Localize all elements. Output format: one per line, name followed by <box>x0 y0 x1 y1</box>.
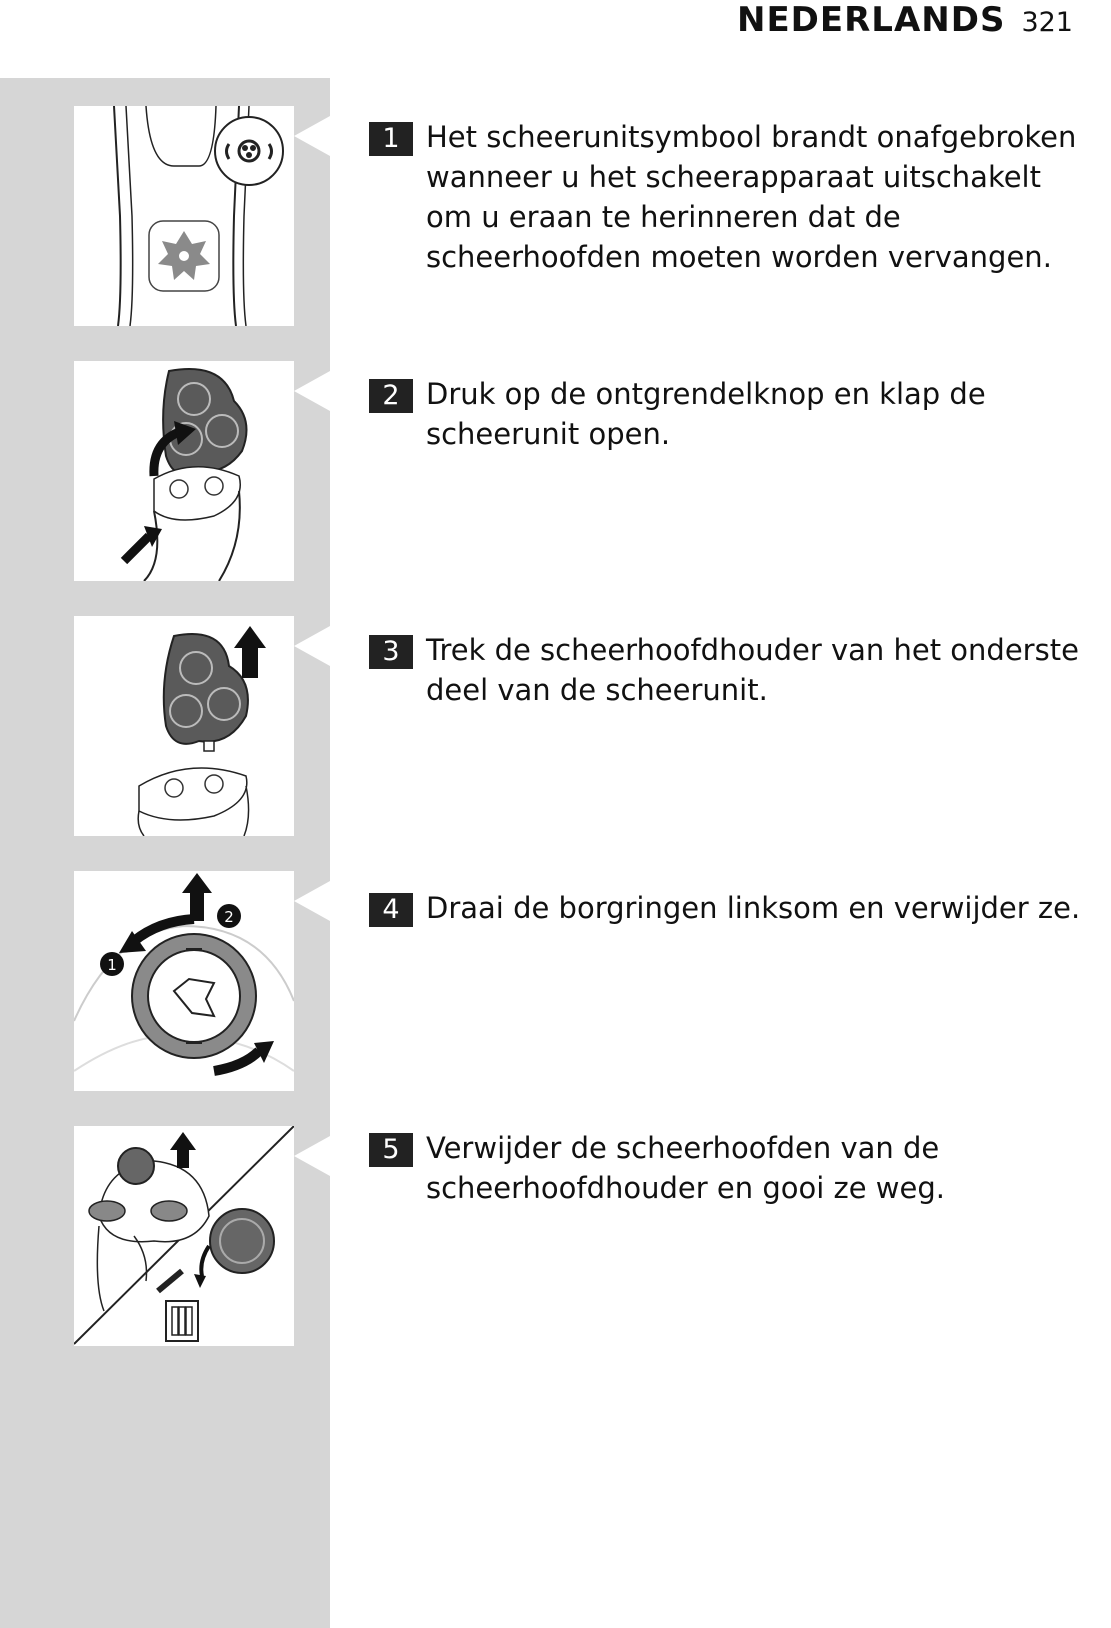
discard-heads-illustration <box>74 1126 294 1346</box>
turn-rings-illustration <box>74 871 294 1091</box>
figure-pointer <box>294 1136 330 1176</box>
language-title: NEDERLANDS <box>737 0 1006 40</box>
page-header <box>737 0 1073 40</box>
figure-open-unit <box>74 361 294 581</box>
figure-pointer <box>294 626 330 666</box>
step-4 <box>369 888 1089 928</box>
figure-turn-rings <box>74 871 294 1091</box>
figure-pointer <box>294 371 330 411</box>
step-marker-2: 2 <box>224 908 234 926</box>
step-marker-1: 1 <box>107 956 117 974</box>
step-5 <box>369 1128 1089 1208</box>
step-number: 2 <box>369 379 413 413</box>
step-number: 1 <box>369 122 413 156</box>
figure-discard-heads <box>74 1126 294 1346</box>
page-number: 321 <box>1021 7 1073 38</box>
shaver-symbol-illustration <box>74 106 294 326</box>
figure-shaver-symbol <box>74 106 294 326</box>
step-number: 3 <box>369 635 413 669</box>
step-3 <box>369 630 1089 710</box>
step-2 <box>369 374 1089 454</box>
step-number: 5 <box>369 1133 413 1167</box>
step-text: Druk op de ontgrendelknop en klap de scheerunit open. <box>426 377 986 451</box>
figure-pointer <box>294 881 330 921</box>
remove-holder-illustration <box>74 616 294 836</box>
figure-pointer <box>294 116 330 156</box>
step-text: Draai de borgringen linksom en verwijder ze. <box>426 891 1081 925</box>
step-text: Het scheerunitsymbool brandt onafgebroken wanneer u het scheerapparaat uitschakelt om u eraan te herinneren dat de scheerhoofden moeten worden vervangen. <box>426 120 1077 274</box>
open-unit-illustration <box>74 361 294 581</box>
figure-remove-holder <box>74 616 294 836</box>
step-text: Trek de scheerhoofdhouder van het onderste deel van de scheerunit. <box>426 633 1079 707</box>
step-1 <box>369 117 1089 277</box>
step-text: Verwijder de scheerhoofden van de scheerhoofdhouder en gooi ze weg. <box>426 1131 945 1205</box>
step-number: 4 <box>369 893 413 927</box>
